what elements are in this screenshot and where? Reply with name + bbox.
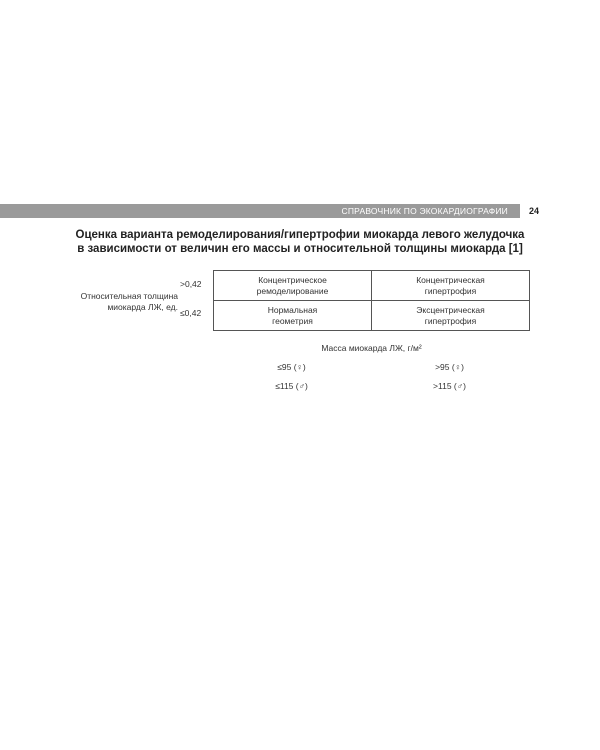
cell-text-line: Концентрическая bbox=[416, 274, 485, 285]
cell-normal-geometry bbox=[214, 301, 371, 330]
page-number: 24 bbox=[529, 206, 540, 216]
cell-text-line: геометрия bbox=[272, 315, 313, 326]
x-threshold-high-male: >115 (♂) bbox=[433, 381, 466, 391]
cell-text-line: гипертрофия bbox=[424, 315, 477, 326]
running-header-bar bbox=[0, 204, 520, 218]
classification-grid bbox=[213, 270, 530, 331]
cell-concentric-remodeling bbox=[214, 271, 371, 300]
x-threshold-low-male: ≤115 (♂) bbox=[275, 381, 308, 391]
cell-concentric-hypertrophy bbox=[372, 271, 529, 300]
x-threshold-high-female: >95 (♀) bbox=[435, 362, 464, 372]
cell-text-line: ремоделирование bbox=[256, 285, 329, 296]
cell-text-line: гипертрофия bbox=[424, 285, 477, 296]
figure-title-line-2: в зависимости от величин его массы и относительной толщины миокарда [1] bbox=[77, 243, 523, 255]
cell-text-line: Нормальная bbox=[267, 304, 318, 315]
row-threshold-low: ≤0,42 bbox=[180, 308, 202, 318]
x-axis-label: Масса миокарда ЛЖ, г/м² bbox=[321, 343, 422, 353]
y-axis-label-line-1: Относительная толщина bbox=[80, 291, 178, 301]
cell-eccentric-hypertrophy bbox=[372, 301, 529, 330]
cell-text-line: Концентрическое bbox=[258, 274, 327, 285]
x-threshold-low-female: ≤95 (♀) bbox=[277, 362, 306, 372]
running-header-title: СПРАВОЧНИК ПО ЭКОКАРДИОГРАФИИ bbox=[341, 206, 508, 216]
row-threshold-high: >0,42 bbox=[180, 279, 202, 289]
figure-title-line-1: Оценка варианта ремоделирования/гипертрофии миокарда левого желудочка bbox=[75, 229, 525, 241]
cell-text-line: Эксцентрическая bbox=[416, 304, 485, 315]
y-axis-label-line-2: миокарда ЛЖ, ед. bbox=[107, 302, 178, 312]
